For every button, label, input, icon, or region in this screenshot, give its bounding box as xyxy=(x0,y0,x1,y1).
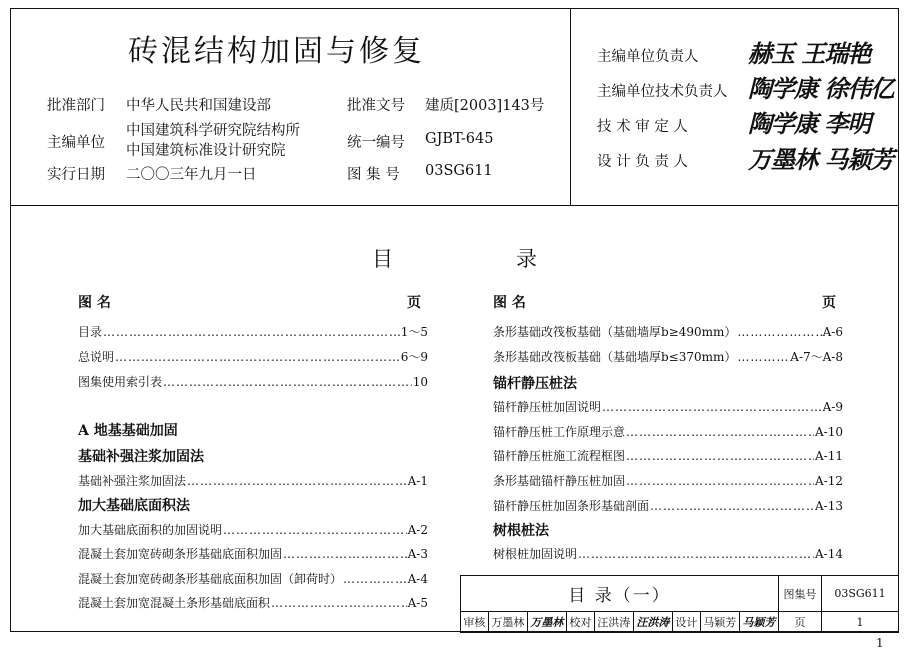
signature-2: 陶学康 徐伟亿 xyxy=(748,75,894,103)
toc-entry[interactable] xyxy=(493,545,843,562)
leader-dots xyxy=(737,325,821,339)
signature-role-3: 技 术 审 定 人 xyxy=(597,119,688,135)
toc-entry-label: 条形基础改筏板基础（基础墙厚b≤370mm） xyxy=(493,350,737,364)
atlas-no-label: 图 集 号 xyxy=(347,167,400,183)
right-col-page-header: 页 xyxy=(822,295,836,311)
design-signature: 马颖芳 xyxy=(739,612,778,633)
check-signature: 汪洪涛 xyxy=(633,612,672,633)
toc-entry-label: 加大基础底面积的加固说明 xyxy=(78,523,223,537)
leader-dots xyxy=(578,547,814,561)
title-block xyxy=(460,575,899,633)
toc-entry-page: 10 xyxy=(412,375,428,389)
impl-date-value: 二〇〇三年九月一日 xyxy=(126,167,257,183)
signature-role-1: 主编单位负责人 xyxy=(597,49,699,65)
toc-entry-page: A-7～A-8 xyxy=(790,350,843,364)
review-signature: 万墨林 xyxy=(527,612,566,633)
toc-entry[interactable] xyxy=(78,521,428,538)
leader-dots xyxy=(626,474,814,488)
unified-no-value: GJBT-645 xyxy=(425,131,494,147)
toc-entry[interactable] xyxy=(493,398,843,415)
signature-role-2: 主编单位技术负责人 xyxy=(597,84,728,100)
toc-entry[interactable] xyxy=(78,348,428,365)
toc-section-title: 基础补强注浆加固法 xyxy=(78,449,204,465)
toc-entry-label: 基础补强注浆加固法 xyxy=(78,474,187,488)
leader-dots xyxy=(271,596,407,610)
toc-entry[interactable] xyxy=(78,594,428,611)
atlas-no-cell-label: 图集号 xyxy=(779,576,822,612)
design-label: 设计 xyxy=(672,612,700,633)
toc-entry-label: 图集使用索引表 xyxy=(78,375,163,389)
toc-entry[interactable] xyxy=(493,423,843,440)
leader-dots xyxy=(343,572,407,586)
toc-entry-page: 1～5 xyxy=(400,325,428,339)
review-label: 审核 xyxy=(461,612,489,633)
leader-dots xyxy=(163,375,412,389)
toc-section-title: 树根桩法 xyxy=(493,523,549,539)
toc-entry-page: A-9 xyxy=(822,400,843,414)
toc-entry-page: 6～9 xyxy=(400,350,428,364)
toc-entry[interactable] xyxy=(493,323,843,340)
leader-dots xyxy=(283,547,407,561)
editor-unit-label: 主编单位 xyxy=(47,135,105,151)
page-number: 1 xyxy=(876,636,884,650)
toc-entry-label: 条形基础改筏板基础（基础墙厚b≥490mm） xyxy=(493,325,737,339)
editor-unit-line1: 中国建筑科学研究院结构所 xyxy=(126,123,300,139)
document-title: 砖混结构加固与修复 xyxy=(128,34,425,69)
approval-doc-value: 建质[2003]143号 xyxy=(425,98,545,114)
toc-entry[interactable] xyxy=(493,447,843,464)
toc-entry-label: 锚杆静压桩施工流程框图 xyxy=(493,449,626,463)
toc-entry[interactable] xyxy=(78,373,428,390)
toc-entry[interactable] xyxy=(78,545,428,562)
page-cell-value: 1 xyxy=(822,612,899,633)
toc-entry-page: A-3 xyxy=(407,547,428,561)
header-vertical-divider xyxy=(570,8,571,205)
approval-dept-value: 中华人民共和国建设部 xyxy=(126,98,271,114)
leader-dots xyxy=(626,425,814,439)
atlas-no-cell-value: 03SG611 xyxy=(822,576,899,612)
page-cell-label: 页 xyxy=(779,612,822,633)
toc-entry-label: 目录 xyxy=(78,325,103,339)
toc-entry-page: A-11 xyxy=(815,449,843,463)
leader-dots xyxy=(187,474,407,488)
atlas-no-value: 03SG611 xyxy=(425,163,493,179)
right-col-name-header: 图 名 xyxy=(493,295,526,311)
toc-entry-label: 锚杆静压桩加固条形基础剖面 xyxy=(493,499,650,513)
editor-unit-line2: 中国建筑标准设计研究院 xyxy=(126,143,286,159)
left-col-page-header: 页 xyxy=(407,295,421,311)
toc-entry-label: 总说明 xyxy=(78,350,115,364)
toc-entry-label: 混凝土套加宽混凝土条形基础底面积 xyxy=(78,596,271,610)
leader-dots xyxy=(223,523,407,537)
toc-entry-page: A-1 xyxy=(407,474,428,488)
toc-entry-label: 混凝土套加宽砖砌条形基础底面积加固（卸荷时） xyxy=(78,572,343,586)
approval-doc-label: 批准文号 xyxy=(347,98,405,114)
signature-1: 赫玉 王瑞艳 xyxy=(748,40,871,68)
toc-entry[interactable] xyxy=(493,497,843,514)
toc-entry-label: 条形基础锚杆静压桩加固 xyxy=(493,474,626,488)
toc-entry[interactable] xyxy=(493,348,843,365)
leader-dots xyxy=(115,350,400,364)
signature-role-4: 设 计 负 责 人 xyxy=(597,154,688,170)
toc-entry[interactable] xyxy=(78,472,428,489)
approval-dept-label: 批准部门 xyxy=(47,98,105,114)
header-divider xyxy=(10,205,899,206)
sheet-title: 目 录（一） xyxy=(461,576,779,612)
toc-entry-page: A-12 xyxy=(815,474,843,488)
toc-entry-page: A-14 xyxy=(815,547,843,561)
review-name: 万墨林 xyxy=(488,612,527,633)
leader-dots xyxy=(626,449,814,463)
toc-entry-label: 树根桩加固说明 xyxy=(493,547,578,561)
toc-entry-label: 锚杆静压桩工作原理示意 xyxy=(493,425,626,439)
toc-entry-page: A-10 xyxy=(815,425,843,439)
toc-entry-page: A-2 xyxy=(407,523,428,537)
check-name: 汪洪涛 xyxy=(594,612,633,633)
design-name: 马颖芳 xyxy=(700,612,739,633)
toc-entry-label: 锚杆静压桩加固说明 xyxy=(493,400,602,414)
leader-dots xyxy=(103,325,400,339)
toc-entry[interactable] xyxy=(78,323,428,340)
toc-entry-label: 混凝土套加宽砖砌条形基础底面积加固 xyxy=(78,547,283,561)
check-label: 校对 xyxy=(566,612,594,633)
leader-dots xyxy=(602,400,822,414)
left-col-name-header: 图 名 xyxy=(78,295,111,311)
toc-entry-page: A-4 xyxy=(407,572,428,586)
toc-section-title: A 地基基础加固 xyxy=(78,423,178,439)
leader-dots xyxy=(737,350,789,364)
toc-entry-page: A-6 xyxy=(822,325,843,339)
toc-heading-right: 录 xyxy=(516,247,537,271)
toc-entry-page: A-5 xyxy=(407,596,428,610)
unified-no-label: 统一编号 xyxy=(347,135,405,151)
toc-entry[interactable] xyxy=(78,570,428,587)
toc-section-title: 加大基础底面积法 xyxy=(78,498,190,514)
signature-4: 万墨林 马颖芳 xyxy=(748,146,894,174)
leader-dots xyxy=(650,499,814,513)
toc-entry-page: A-13 xyxy=(815,499,843,513)
signature-3: 陶学康 李明 xyxy=(748,110,871,138)
toc-heading-left: 目 xyxy=(372,247,393,271)
toc-section-title: 锚杆静压桩法 xyxy=(493,376,577,392)
toc-entry[interactable] xyxy=(493,472,843,489)
impl-date-label: 实行日期 xyxy=(47,167,105,183)
